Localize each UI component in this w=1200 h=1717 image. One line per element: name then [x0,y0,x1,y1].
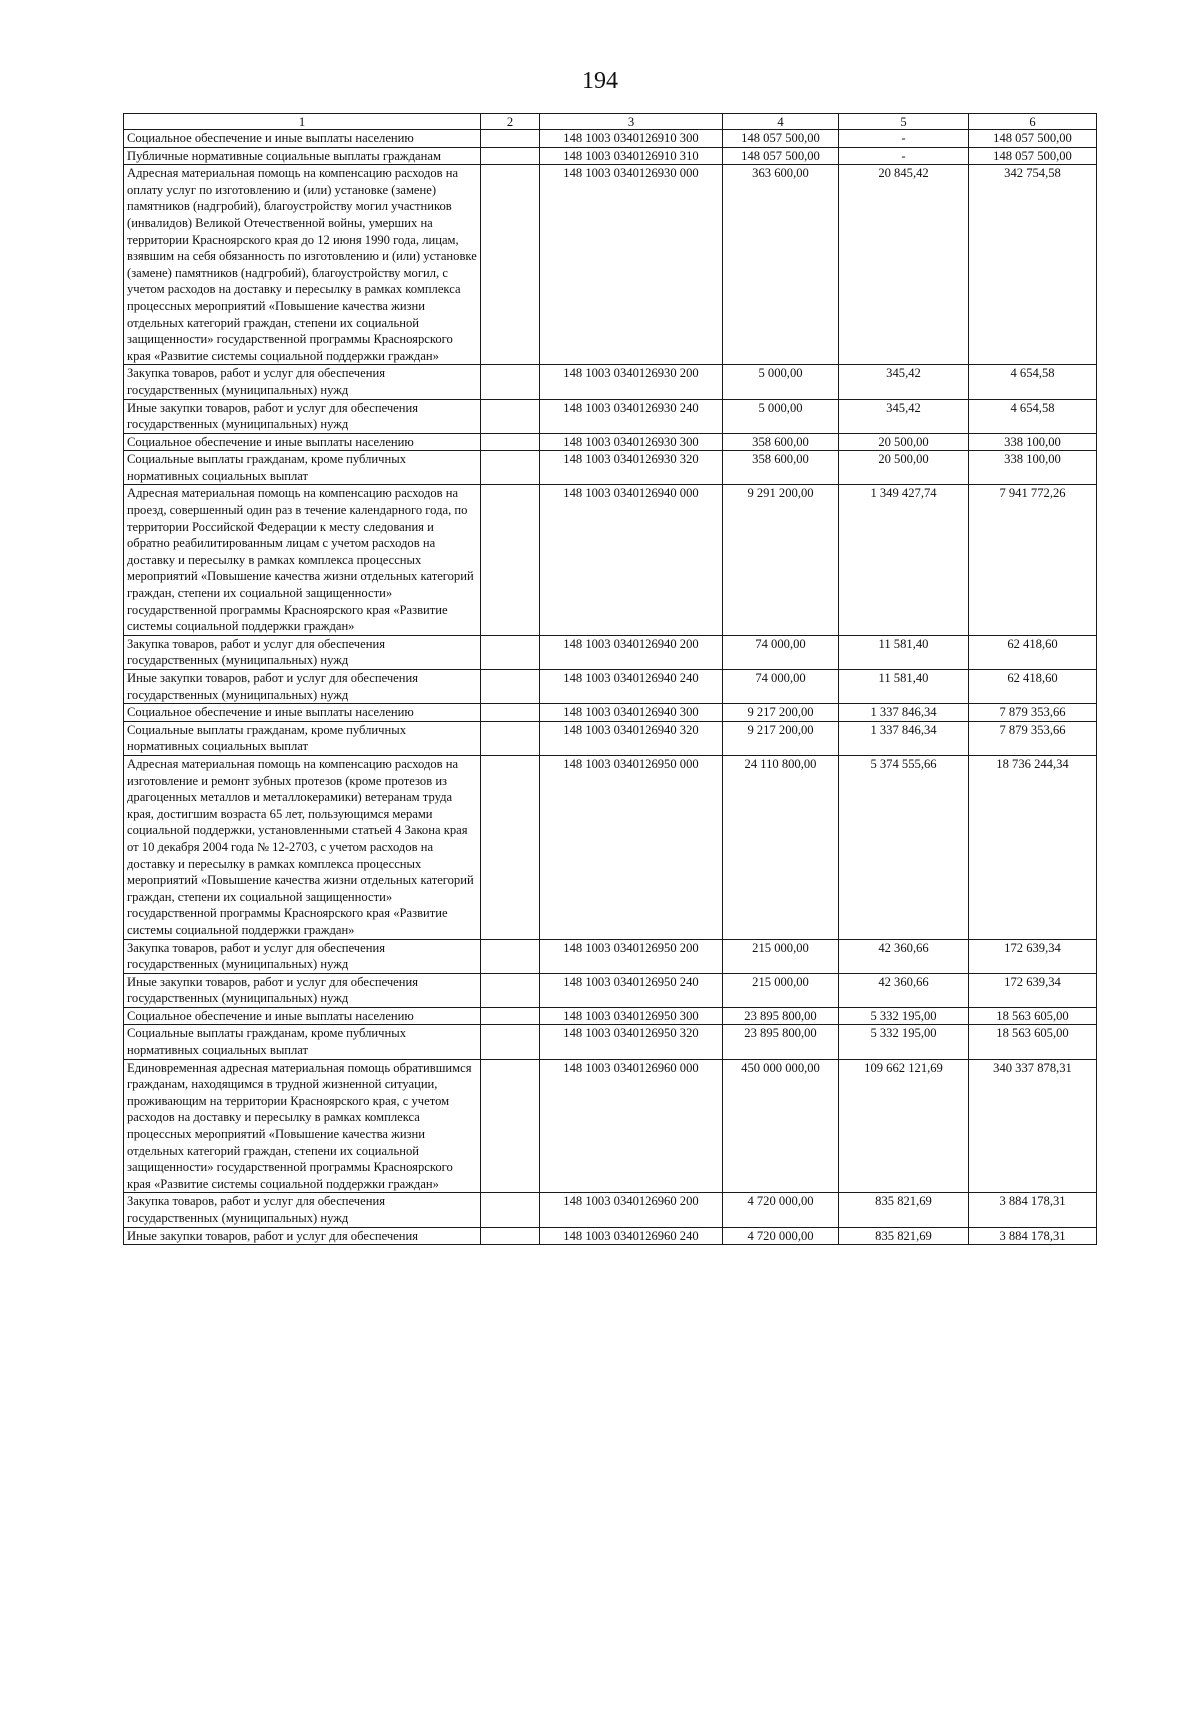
row-executed-cell: 109 662 121,69 [839,1059,969,1193]
row-column-2-cell [481,1007,540,1025]
row-name-cell: Закупка товаров, работ и услуг для обеспечения государственных (муниципальных) нужд [124,365,481,399]
row-remaining-cell: 4 654,58 [969,399,1097,433]
table-row [124,755,1097,939]
row-remaining-cell: 3 884 178,31 [969,1227,1097,1245]
column-header-1: 1 [124,114,481,130]
row-remaining-cell: 148 057 500,00 [969,147,1097,165]
row-approved-cell: 358 600,00 [723,433,839,451]
row-approved-cell: 363 600,00 [723,165,839,365]
row-code-cell: 148 1003 0340126950 300 [540,1007,723,1025]
row-approved-cell: 4 720 000,00 [723,1193,839,1227]
row-remaining-cell: 7 879 353,66 [969,704,1097,722]
row-column-2-cell [481,721,540,755]
row-executed-cell: 20 500,00 [839,451,969,485]
row-code-cell: 148 1003 0340126930 000 [540,165,723,365]
row-code-cell: 148 1003 0340126940 320 [540,721,723,755]
row-remaining-cell: 7 879 353,66 [969,721,1097,755]
budget-execution-table [123,113,1097,1245]
row-approved-cell: 23 895 800,00 [723,1007,839,1025]
row-name-cell: Иные закупки товаров, работ и услуг для обеспечения государственных (муниципальных) нужд [124,670,481,704]
row-remaining-cell: 338 100,00 [969,433,1097,451]
row-column-2-cell [481,485,540,635]
table-row [124,399,1097,433]
table-row [124,165,1097,365]
row-column-2-cell [481,755,540,939]
row-executed-cell: 835 821,69 [839,1193,969,1227]
table-row [124,1193,1097,1227]
table-row [124,130,1097,148]
row-remaining-cell: 342 754,58 [969,165,1097,365]
row-executed-cell: 345,42 [839,399,969,433]
row-executed-cell: 1 349 427,74 [839,485,969,635]
table-row [124,1025,1097,1059]
row-code-cell: 148 1003 0340126940 200 [540,635,723,669]
row-code-cell: 148 1003 0340126930 200 [540,365,723,399]
row-code-cell: 148 1003 0340126940 300 [540,704,723,722]
row-approved-cell: 215 000,00 [723,939,839,973]
row-code-cell: 148 1003 0340126910 300 [540,130,723,148]
row-column-2-cell [481,635,540,669]
table-row [124,1227,1097,1245]
row-code-cell: 148 1003 0340126930 300 [540,433,723,451]
row-name-cell: Социальное обеспечение и иные выплаты населению [124,1007,481,1025]
row-executed-cell: 835 821,69 [839,1227,969,1245]
row-name-cell: Иные закупки товаров, работ и услуг для обеспечения государственных (муниципальных) нужд [124,399,481,433]
row-approved-cell: 9 217 200,00 [723,704,839,722]
row-executed-cell: 42 360,66 [839,939,969,973]
row-code-cell: 148 1003 0340126950 240 [540,973,723,1007]
row-column-2-cell [481,451,540,485]
row-name-cell: Иные закупки товаров, работ и услуг для обеспечения [124,1227,481,1245]
row-executed-cell: 5 332 195,00 [839,1025,969,1059]
row-column-2-cell [481,165,540,365]
row-code-cell: 148 1003 0340126950 320 [540,1025,723,1059]
row-remaining-cell: 338 100,00 [969,451,1097,485]
row-approved-cell: 24 110 800,00 [723,755,839,939]
table-row [124,721,1097,755]
row-column-2-cell [481,399,540,433]
table-row [124,939,1097,973]
row-column-2-cell [481,1025,540,1059]
row-approved-cell: 9 291 200,00 [723,485,839,635]
row-name-cell: Единовременная адресная материальная помощь обратившимся гражданам, находящимся в трудной жизненной ситуации, проживающим на территории Красноярского края, с учетом расходов на доставку и пересылку в рамках комплекса процессных мероприятий «Повышение качества жизни отдельных категорий граждан, степени их социальной защищенности» государственной программы Красноярского края «Развитие системы социальной поддержки граждан» [124,1059,481,1193]
page-number: 194 [582,68,618,94]
row-executed-cell: - [839,147,969,165]
row-executed-cell: 345,42 [839,365,969,399]
row-name-cell: Социальное обеспечение и иные выплаты населению [124,704,481,722]
row-code-cell: 148 1003 0340126960 240 [540,1227,723,1245]
row-approved-cell: 148 057 500,00 [723,147,839,165]
table-row [124,433,1097,451]
row-remaining-cell: 18 563 605,00 [969,1007,1097,1025]
row-remaining-cell: 62 418,60 [969,635,1097,669]
table-row [124,451,1097,485]
row-name-cell: Адресная материальная помощь на компенсацию расходов на проезд, совершенный один раз в течение календарного года, по территории Российской Федерации к месту следования и обратно реабилитированным лицам с учетом расходов на доставку и пересылку в рамках комплекса процессных мероприятий «Повышение качества жизни отдельных категорий граждан, степени их социальной защищенности» государственной программы Красноярского края «Развитие системы социальной поддержки граждан» [124,485,481,635]
row-column-2-cell [481,433,540,451]
row-code-cell: 148 1003 0340126910 310 [540,147,723,165]
row-code-cell: 148 1003 0340126950 200 [540,939,723,973]
row-column-2-cell [481,1227,540,1245]
row-approved-cell: 5 000,00 [723,365,839,399]
row-remaining-cell: 172 639,34 [969,973,1097,1007]
row-name-cell: Социальные выплаты гражданам, кроме публичных нормативных социальных выплат [124,721,481,755]
table-row [124,973,1097,1007]
column-header-4: 4 [723,114,839,130]
row-name-cell: Закупка товаров, работ и услуг для обеспечения государственных (муниципальных) нужд [124,1193,481,1227]
row-remaining-cell: 18 563 605,00 [969,1025,1097,1059]
table-row [124,670,1097,704]
row-name-cell: Закупка товаров, работ и услуг для обеспечения государственных (муниципальных) нужд [124,635,481,669]
column-header-5: 5 [839,114,969,130]
row-executed-cell: 1 337 846,34 [839,721,969,755]
column-header-6: 6 [969,114,1097,130]
row-column-2-cell [481,939,540,973]
row-remaining-cell: 148 057 500,00 [969,130,1097,148]
table-row [124,1059,1097,1193]
row-column-2-cell [481,670,540,704]
row-code-cell: 148 1003 0340126930 320 [540,451,723,485]
row-code-cell: 148 1003 0340126950 000 [540,755,723,939]
row-code-cell: 148 1003 0340126940 240 [540,670,723,704]
row-column-2-cell [481,130,540,148]
row-approved-cell: 5 000,00 [723,399,839,433]
row-column-2-cell [481,365,540,399]
row-remaining-cell: 18 736 244,34 [969,755,1097,939]
row-executed-cell: 1 337 846,34 [839,704,969,722]
row-name-cell: Социальное обеспечение и иные выплаты населению [124,433,481,451]
table-row [124,1007,1097,1025]
row-executed-cell: 5 332 195,00 [839,1007,969,1025]
row-approved-cell: 4 720 000,00 [723,1227,839,1245]
row-column-2-cell [481,973,540,1007]
row-executed-cell: 42 360,66 [839,973,969,1007]
row-name-cell: Социальные выплаты гражданам, кроме публичных нормативных социальных выплат [124,1025,481,1059]
row-approved-cell: 215 000,00 [723,973,839,1007]
row-remaining-cell: 4 654,58 [969,365,1097,399]
table-row [124,704,1097,722]
table-row [124,147,1097,165]
column-header-3: 3 [540,114,723,130]
row-remaining-cell: 340 337 878,31 [969,1059,1097,1193]
table-row [124,635,1097,669]
row-executed-cell: 5 374 555,66 [839,755,969,939]
row-name-cell: Закупка товаров, работ и услуг для обеспечения государственных (муниципальных) нужд [124,939,481,973]
table-header-row [124,114,1097,130]
row-name-cell: Социальные выплаты гражданам, кроме публичных нормативных социальных выплат [124,451,481,485]
row-code-cell: 148 1003 0340126960 000 [540,1059,723,1193]
table-body [124,114,1097,1245]
column-header-2: 2 [481,114,540,130]
row-code-cell: 148 1003 0340126960 200 [540,1193,723,1227]
row-approved-cell: 148 057 500,00 [723,130,839,148]
row-approved-cell: 74 000,00 [723,635,839,669]
row-remaining-cell: 172 639,34 [969,939,1097,973]
row-name-cell: Адресная материальная помощь на компенсацию расходов на оплату услуг по изготовлению и (или) установке (замене) памятников (надгробий), благоустройству могил участников (инвалидов) Великой Отечественной войны, умерших на территории Красноярского края до 12 июня 1990 года, лицам, взявшим на себя обязанность по изготовлению и (или) установке (замене) памятников (надгробий), благоустройству могил, с учетом расходов на доставку и пересылку в рамках комплекса процессных мероприятий «Повышение качества жизни отдельных категорий граждан, степени их социальной защищенности» государственной программы Красноярского края «Развитие системы социальной поддержки граждан» [124,165,481,365]
row-approved-cell: 23 895 800,00 [723,1025,839,1059]
row-code-cell: 148 1003 0340126940 000 [540,485,723,635]
row-name-cell: Адресная материальная помощь на компенсацию расходов на изготовление и ремонт зубных протезов (кроме протезов из драгоценных металлов и металлокерамики) ветеранам труда края, достигшим возраста 65 лет, пользующимся мерами социальной поддержки, установленными статьей 4 Закона края от 10 декабря 2004 года № 12-2703, с учетом расходов на доставку и пересылку в рамках комплекса процессных мероприятий «Повышение качества жизни отдельных категорий граждан, степени их социальной защищенности» государственной программы Красноярского края «Развитие системы социальной поддержки граждан» [124,755,481,939]
row-name-cell: Публичные нормативные социальные выплаты гражданам [124,147,481,165]
row-approved-cell: 9 217 200,00 [723,721,839,755]
row-approved-cell: 358 600,00 [723,451,839,485]
row-approved-cell: 74 000,00 [723,670,839,704]
row-remaining-cell: 7 941 772,26 [969,485,1097,635]
row-name-cell: Социальное обеспечение и иные выплаты населению [124,130,481,148]
table-row [124,365,1097,399]
row-code-cell: 148 1003 0340126930 240 [540,399,723,433]
row-remaining-cell: 3 884 178,31 [969,1193,1097,1227]
row-column-2-cell [481,1193,540,1227]
row-executed-cell: 20 500,00 [839,433,969,451]
row-executed-cell: 20 845,42 [839,165,969,365]
row-column-2-cell [481,147,540,165]
row-executed-cell: 11 581,40 [839,635,969,669]
row-executed-cell: 11 581,40 [839,670,969,704]
row-name-cell: Иные закупки товаров, работ и услуг для обеспечения государственных (муниципальных) нужд [124,973,481,1007]
row-executed-cell: - [839,130,969,148]
row-approved-cell: 450 000 000,00 [723,1059,839,1193]
row-column-2-cell [481,1059,540,1193]
row-remaining-cell: 62 418,60 [969,670,1097,704]
row-column-2-cell [481,704,540,722]
table-row [124,485,1097,635]
